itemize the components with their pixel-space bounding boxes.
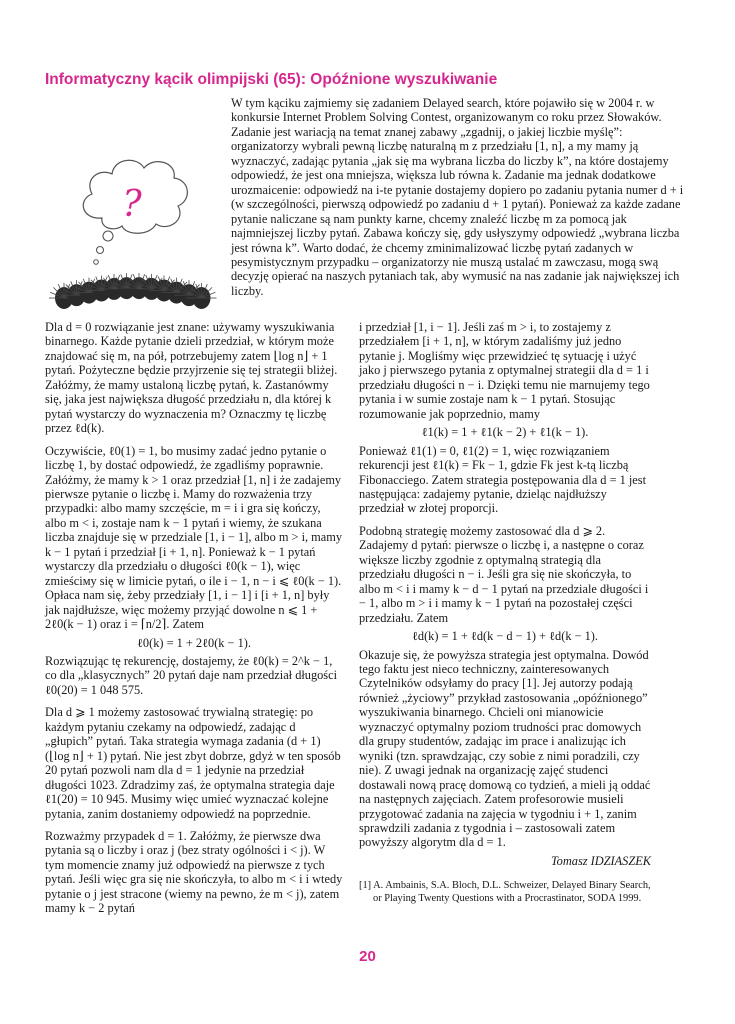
paragraph: Dla d ⩾ 1 możemy zastosować trywialną strategię: po każdym pytaniu czekamy na odpowiedź, zadając d „głupich” pytań. Taka strategia wymaga zadania (d + 1)(⌊log n⌋ + 1) pytań. Nie jest zbyt dobrze, gdyż w ten sposób 20 pytań pozwoli nam dla d = 1 jedynie na przedział długości 1023. Zdradzimy zaś, że optymalna strategia daje ℓ1(20) = 10 945. Musimy więc umieć wyznaczać kolejne pytania, zanim dostaniemy odpowiedź na poprzednie.: [45, 705, 341, 821]
right-column: [359, 320, 651, 905]
equation: ℓd(k) = 1 + ℓd(k − d − 1) + ℓd(k − 1).: [411, 629, 598, 644]
equation: ℓ0(k) = 1 + 2ℓ0(k − 1).: [137, 635, 251, 650]
article-title: Informatyczny kącik olimpijski (65): Opóźnione wyszukiwanie: [45, 71, 498, 88]
reference: [1] A. Ambainis, S.A. Bloch, D.L. Schweizer, Delayed Binary Search, or Playing Twenty Questions with a Procrastinator, SODA 1999.: [359, 880, 651, 904]
caterpillar-icon: [49, 273, 217, 309]
paragraph: Podobną strategię możemy zastosować dla d ⩾ 2. Zadajemy d pytań: pierwsze o liczbę i, a następne o coraz większe liczby zgodnie z optymalną strategią dla przedziału długości n − i. Jeśli gra się nie skończyła, to albo m < i i mamy k − d − 1 pytań na przedziale długości i − 1, albo m > i i mamy k − 1 pytań na pozostałej części przedziału. Zatem: [359, 523, 649, 625]
thought-bubble-icon: [83, 160, 187, 264]
equation: ℓ1(k) = 1 + ℓ1(k − 2) + ℓ1(k − 1).: [421, 425, 589, 440]
paragraph: i przedział [1, i − 1]. Jeśli zaś m > i, to zostajemy z przedziałem [i + 1, n], w którym zadaliśmy już jedno pytanie j. Mogliśmy więc przewidzieć tę sytuację i użyć jako j pierwszego pytania z optymalnej strategii dla d = 1 i przedziału długości n − i. Dzięki temu nie marnujemy tego pytania i w sumie zostaje nam k − 1 pytań. Stosując rozumowanie jak poprzednio, mamy: [359, 320, 650, 421]
paragraph: Ponieważ ℓ1(1) = 0, ℓ1(2) = 1, więc rozwiązaniem rekurencji jest ℓ1(k) = Fk − 1, gdzie Fk jest k-tą liczbą Fibonacciego. Zatem strategia postępowania dla d = 1 jest następująca: zadajemy pytanie, dzieląc najdłuższy przedział w złotej proporcji.: [359, 443, 647, 516]
caterpillar-illustration: [42, 128, 222, 318]
intro-paragraph: W tym kąciku zajmiemy się zadaniem Delayed search, które pojawiło się w 2004 r. w konkursie Internet Problem Solving Contest, organizowanym co roku przez Słowaków. Zadanie jest wariacją na temat znanej zabawy „zgadnij, o jakiej liczbie myślę”: organizatorzy wybrali pewną liczbę naturalną m z przedziału [1, n], a my mamy ją wyznaczyć, zadając pytania „jak się ma wybrana liczba do liczby k”, na które dostajemy odpowiedź, że jest ona mniejsza, większa lub równa k. Zadanie ma jednak dodatkowe urozmaicenie: odpowiedź na i-te pytanie dostajemy dopiero po zadaniu pytania numer d + i (w szczególności, pierwszą odpowiedź po zadaniu d + 1 pytań). Ponieważ za każde zadane pytanie naliczane są nam punkty karne, chcemy znaleźć liczbę m za pomocą jak najmniejszej liczby pytań. Zabawa kończy się, gdy usłyszymy odpowiedź „wybrana liczba jest równa k”. Warto dodać, że chcemy zminimalizować liczbę pytań zadanych w pesymistycznym przypadku – organizatorzy nie muszą ustalać m zawczasu, mogą swą decyzję opierać na naszych pytaniach tak, aby wymusić na nas zadanie jak największej ich liczby.: [231, 96, 684, 298]
paragraph: Dla d = 0 rozwiązanie jest znane: używamy wyszukiwania binarnego. Każde pytanie dzieli przedział, w którym może znajdować się m, na pół, potrzebujemy zatem ⌊log n⌋ + 1 pytań. Pożyteczne będzie przyjrzenie się tej strategii bliżej. Załóżmy, że mamy ustaloną liczbę pytań, k. Zastanówmy się, jaka jest największa długość przedziału n, dla której k pytań wystarczy do wyznaczenia m? Oznaczmy tę liczbę przez ℓd(k).: [45, 320, 338, 436]
paragraph: Oczywiście, ℓ0(1) = 1, bo musimy zadać jedno pytanie o liczbę 1, by dostać odpowiedź, że zgadliśmy poprawnie. Załóżmy, że mamy k > 1 oraz przedział [1, n] i że zadajemy pierwsze pytanie o liczbę i. Mamy do rozważenia trzy przypadki: albo mamy szczęście, m = i i gra się kończy, albo m < i, zostaje nam k − 1 pytań i wiemy, że szukana liczba znajduje się w przedziale [1, i − 1], albo m > i, mamy k − 1 pytań i przedział [i + 1, n]. Ponieważ k − 1 pytań wystarczy dla przedziału o długości ℓ0(k − 1), więc zmieściмy się w limicie pytań, o ile i − 1, n − i ⩽ ℓ0(k − 1). Opłaca nam się, żeby przedziały [1, i − 1] i [i + 1, n] były jak najdłuższe, więc możemy przyjąć dowolne n ⩽ 1 + 2ℓ0(k − 1) oraz i = ⌈n/2⌉. Zatem: [45, 443, 343, 632]
paragraph: Rozważmy przypadek d = 1. Załóżmy, że pierwsze dwa pytania są o liczby i oraz j (bez straty ogólności i < j). W tym momencie znamy już odpowiedź na pierwsze z tych pytań. Jeśli więc gra się nie skończyła, to albo m < i i wtedy pytanie o j jest stracone (wiemy na pewno, że m < j), zatem mamy k − 2 pytań: [45, 828, 343, 916]
left-column: [45, 320, 343, 924]
author-signature: Tomasz IDZIASZEK: [550, 853, 651, 868]
page-number: 20: [359, 948, 376, 965]
paragraph: Okazuje się, że powyższa strategia jest optymalna. Dowód tego faktu jest nieco techniczny, zainteresowanych Czytelników odsyłamy do pracy [1]. Jej autorzy podają również „życiowy” przykład zastosowania „opóźnionego” wyszukiwania binarnego. Chcieli oni mianowicie wyznaczyć optymalny poziom trudności prac domowych dla grupy studentów, zadając im prace i analizując ich wyniki (tzn. sprawdzając, czy sobie z nimi poradzili, czy nie). Z uwagi jednak na organizację zajęć studenci dostawali nową pracę domową co tydzień, a mieli ją oddać na następnych zajęciach. Zatem profesorowie musieli przygotować zadania na zajęcia w tygodniu i + 1, zanim sprawdzili zadania z tygodnia i – zastosowali zatem powyższy algorytm dla d = 1.: [359, 647, 651, 850]
question-mark-icon: ?: [122, 184, 142, 225]
paragraph: Rozwiązując tę rekurencję, dostajemy, że ℓ0(k) = 2^k − 1, co dla „klasycznych” 20 pytań daje nam przedział długości ℓ0(20) = 1 048 575.: [45, 653, 338, 697]
